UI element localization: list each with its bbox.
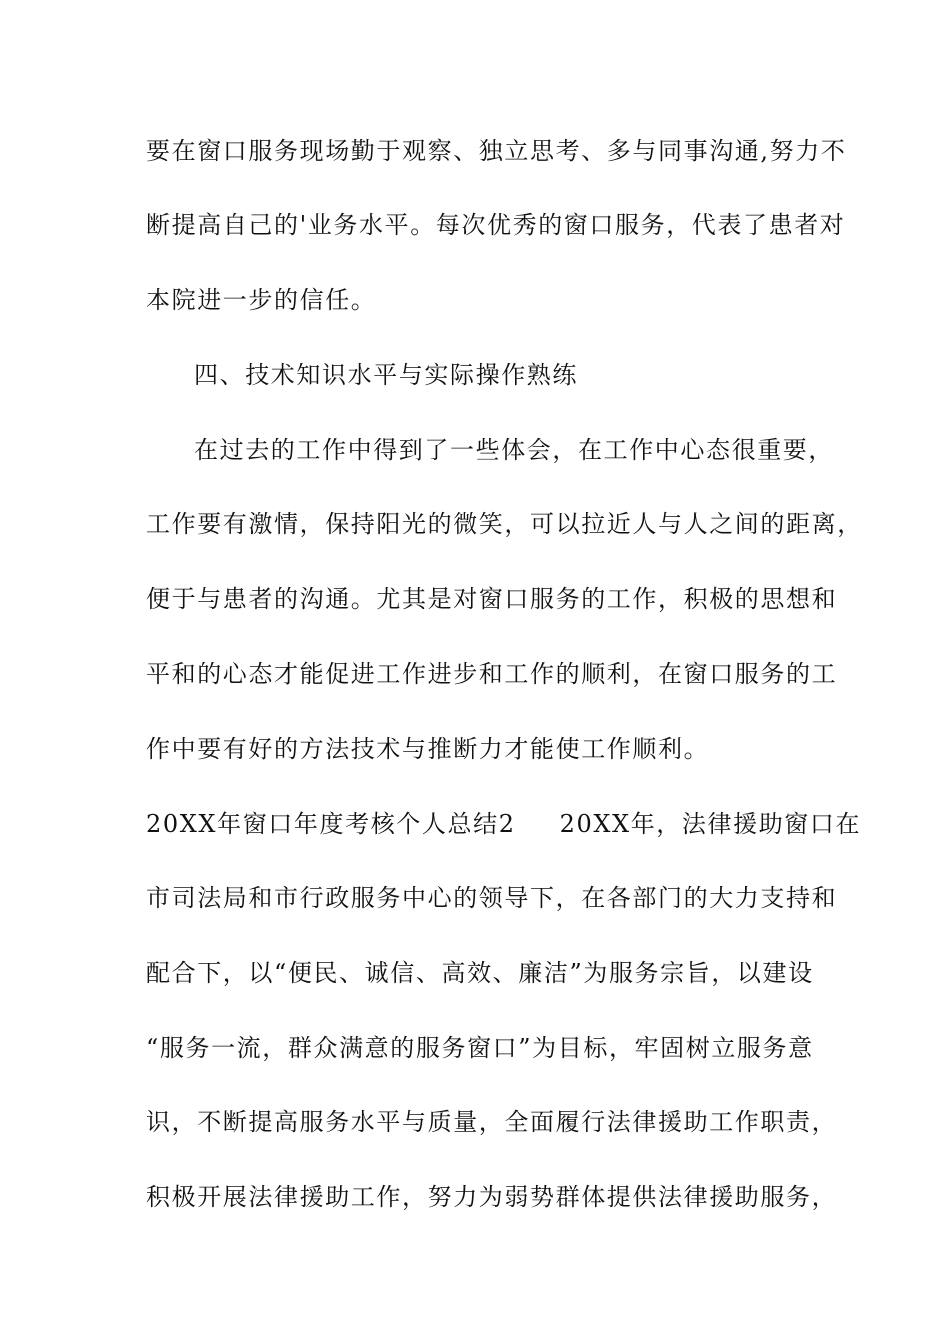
section-heading: 四、技术知识水平与实际操作熟练	[194, 361, 578, 389]
paragraph-line: 识，不断提高服务水平与质量，全面履行法律援助工作职责，	[146, 1108, 838, 1136]
paragraph-line: 作中要有好的方法技术与推断力才能使工作顺利。	[146, 735, 710, 763]
paragraph-line: “服务一流，群众满意的服务窗口”为目标，牢固树立服务意	[146, 1034, 814, 1062]
summary-title: 20XX年窗口年度考核个人总结2	[146, 810, 516, 838]
paragraph-start: 20XX年，法律援助窗口在	[559, 810, 862, 838]
paragraph-line: 工作要有激情，保持阳光的微笑，可以拉近人与人之间的距离，	[146, 510, 863, 538]
summary-title-line	[146, 808, 862, 840]
paragraph-line: 本院进一步的信任。	[146, 286, 377, 314]
paragraph-line: 要在窗口服务现场勤于观察、独立思考、多与同事沟通,努力不	[146, 137, 847, 165]
paragraph-line: 配合下，以“便民、诚信、高效、廉洁”为服务宗旨，以建设	[146, 959, 814, 987]
paragraph-line: 在过去的工作中得到了一些体会，在工作中心态很重要，	[194, 436, 834, 464]
paragraph-line: 断提高自己的'业务水平。每次优秀的窗口服务，代表了患者对	[146, 211, 846, 239]
paragraph-line: 便于与患者的沟通。尤其是对窗口服务的工作，积极的思想和	[146, 585, 838, 613]
paragraph-line: 市司法局和市行政服务中心的领导下，在各部门的大力支持和	[146, 884, 838, 912]
paragraph-line: 平和的心态才能促进工作进步和工作的顺利，在窗口服务的工	[146, 660, 838, 688]
paragraph-line: 积极开展法律援助工作，努力为弱势群体提供法律援助服务，	[146, 1183, 838, 1211]
